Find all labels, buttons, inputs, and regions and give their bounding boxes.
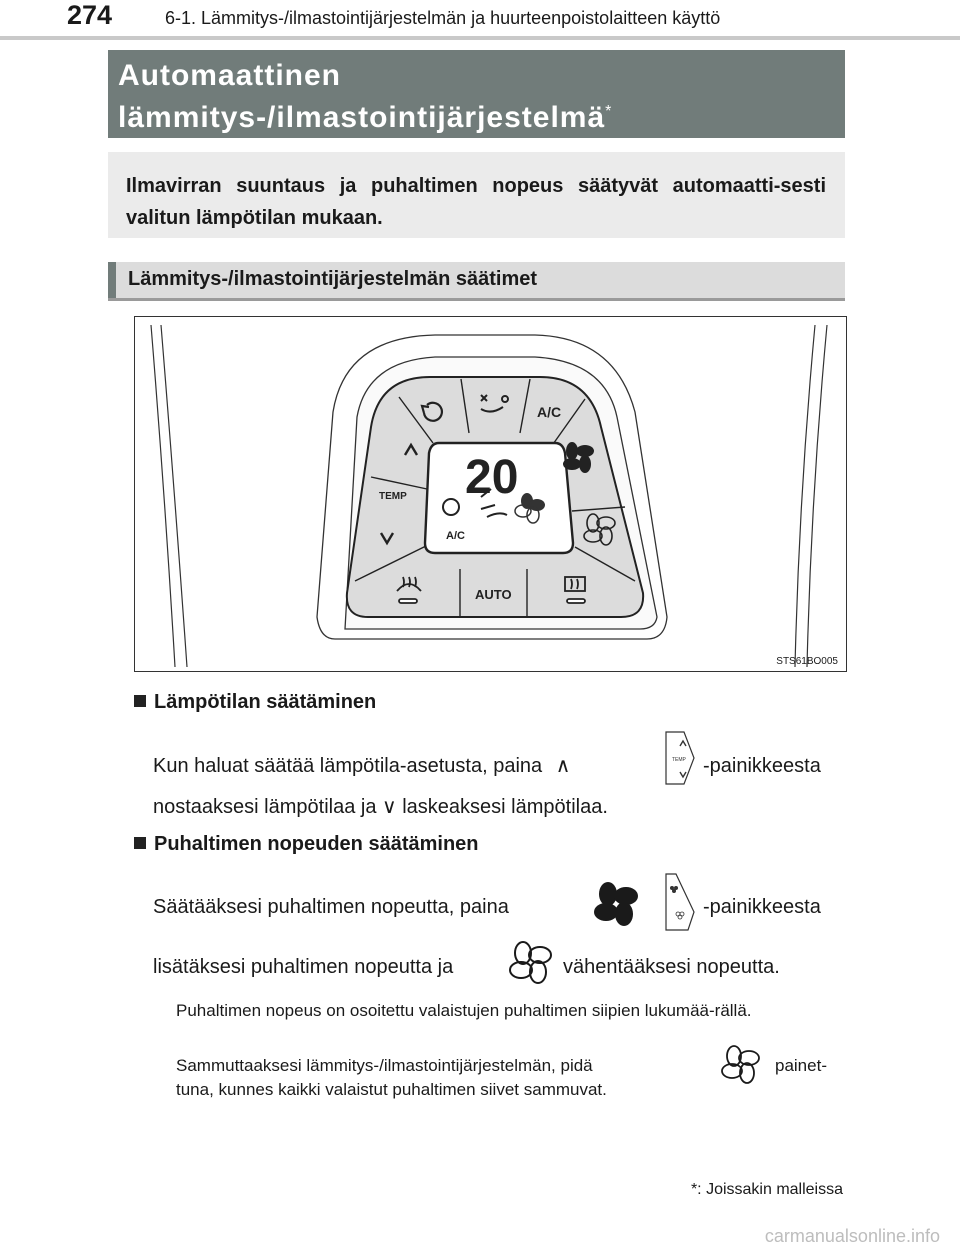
svg-text:TEMP: TEMP — [672, 757, 686, 763]
fan-text-1: Säätääksesi puhaltimen nopeutta, paina — [153, 896, 509, 918]
footnote-text: : Joissakin malleissa — [697, 1181, 843, 1198]
fan-note-2c: tuna, kunnes kaikki valaistut puhaltimen siivet sammuvat. — [176, 1080, 607, 1099]
temperature-text-2: -painikkeesta — [703, 755, 821, 777]
down-symbol: ∨ — [382, 796, 397, 818]
watermark: carmanualsonline.info — [764, 1226, 940, 1246]
page-title — [118, 58, 612, 136]
fan-heading-text: Puhaltimen nopeuden säätäminen — [154, 833, 479, 855]
fan-text-4: vähentääksesi nopeutta. — [563, 956, 780, 978]
title-box — [108, 50, 845, 138]
fan-text-2: -painikkeesta — [703, 896, 821, 918]
page-number: 274 — [67, 0, 113, 30]
fan-note-2a: Sammuttaaksesi lämmitys-/ilmastointijärjestelmän, pidä — [176, 1056, 593, 1075]
title-marker: * — [605, 103, 613, 120]
footnote-marker: * — [690, 1181, 698, 1198]
section-heading-bar — [108, 262, 116, 298]
figure-code: STS61BO005 — [776, 656, 838, 667]
running-title: 6-1. Lämmitys-/ilmastointijärjestelmän ja huurteenpoistolaitteen käyttö — [165, 8, 721, 28]
control-panel-figure — [134, 316, 847, 672]
control-panel-illustration — [135, 317, 846, 671]
fan-button-inline-icon — [662, 872, 698, 932]
section-heading-text: Lämmitys-/ilmastointijärjestelmän säätimet — [128, 268, 538, 290]
up-symbol: ∧ — [555, 755, 571, 777]
intro-box — [108, 152, 845, 238]
temperature-text-1: Kun haluat säätää lämpötila-asetusta, paina — [153, 755, 543, 777]
fan-high-inline-icon — [592, 880, 640, 928]
temp-button-inline-icon — [662, 730, 698, 786]
temp-label: TEMP — [379, 491, 407, 502]
temperature-heading-text: Lämpötilan säätäminen — [154, 691, 377, 713]
square-bullet-icon — [134, 837, 146, 849]
temperature-text-4: laskeaksesi lämpötilaa. — [402, 796, 608, 818]
temperature-heading — [134, 691, 376, 714]
header-rule — [0, 36, 960, 40]
temperature-text-3: nostaaksesi lämpötilaa ja — [153, 796, 377, 818]
intro-text: Ilmavirran suuntaus ja puhaltimen nopeus säätyvät automaatti-sesti valitun lämpötilan mukaan. — [126, 175, 826, 229]
fan-low-inline-icon — [508, 940, 554, 986]
temperature-line-2 — [153, 793, 608, 821]
title-line-1: Automaattinen — [118, 59, 341, 92]
title-line-2: lämmitys-/ilmastointijärjestelmä — [118, 101, 606, 134]
fan-note-1: Puhaltimen nopeus on osoitettu valaistujen puhaltimen siipien lukumää-rällä. — [176, 1001, 752, 1020]
footnote — [691, 1181, 843, 1199]
display-temperature: 20 — [465, 451, 519, 504]
square-bullet-icon — [134, 695, 146, 707]
auto-button-label: AUTO — [475, 587, 512, 602]
fan-text-3: lisätäksesi puhaltimen nopeutta ja — [153, 956, 454, 978]
display-ac-label: A/C — [446, 530, 465, 542]
section-heading — [108, 262, 845, 301]
fan-heading — [134, 833, 479, 856]
ac-button-label: A/C — [537, 404, 562, 420]
fan-note-2b: painet- — [775, 1056, 827, 1075]
temperature-line-1 — [153, 752, 570, 780]
